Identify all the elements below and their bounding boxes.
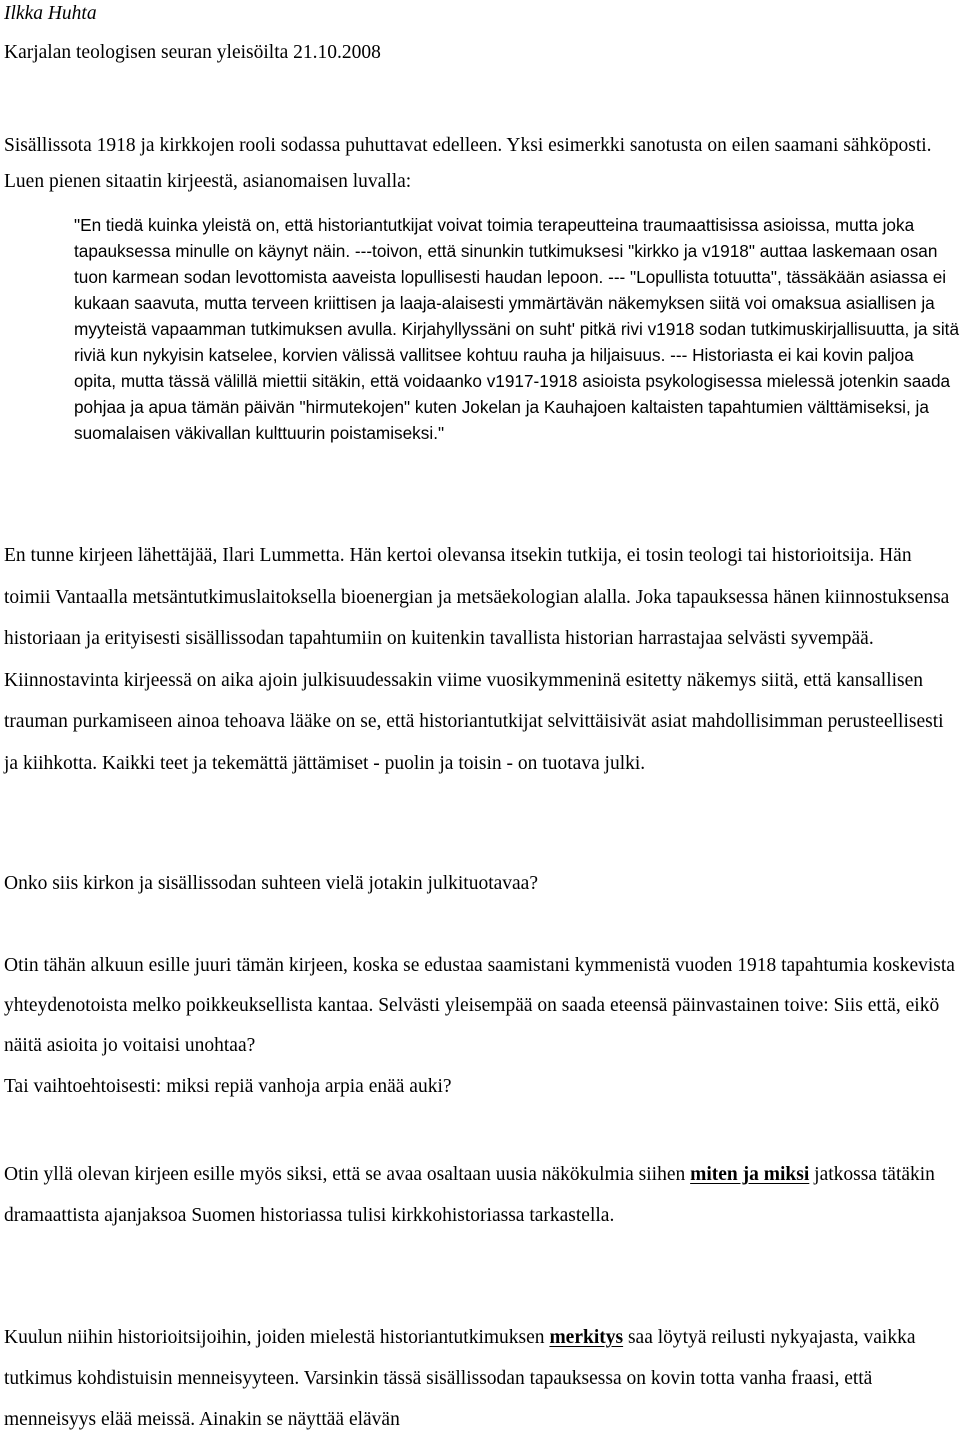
intro-paragraph: Sisällissota 1918 ja kirkkojen rooli sodassa puhuttavat edelleen. Yksi esimerkki sanotusta on eilen saamani sähköposti. Luen pienen sitaatin kirjeestä, asianomaisen luvalla: (4, 135, 932, 192)
paragraph-significance (4, 1317, 956, 1440)
p4-text-before: Otin yllä olevan kirjeen esille myös siksi, että se avaa osaltaan uusia näkökulmia siihen (4, 1164, 691, 1185)
p5-text-after: saa löytyä reilusti nykyajasta, vaikka tutkimus kohdistuisin menneisyyteen. Varsinkin tässä sisällissodan tapauksessa on kovin totta vanha fraasi, että menneisyys elää meissä. Ainakin se näyttää elävän (4, 1327, 916, 1430)
emphasis-miten-ja-miksi: miten ja miksi (690, 1164, 810, 1185)
event-line: Karjalan teologisen seuran yleisöilta 21.10.2008 (4, 42, 381, 63)
quoted-letter: "En tiedä kuinka yleistä on, että historiantutkijat voivat toimia terapeutteina traumaattisissa asioissa, mutta joka tapauksessa minulle on käynyt näin. ---toivon, että sinunkin tutkimuksesi "kirkko ja v1918" auttaa laskemaan osan tuon karmean sodan levottomista aaveista lopullisesti haudan lepoon. --- "Lopullista totuutta", tässäkään asiassa ei kukaan saavuta, mutta terveen kriittisen ja laaja-alaisesti ymmärtävän näkemyksen siitä voi omaksua asiallisen ja myyteistä vapaamman tutkimuksen avulla. Kirjahyllyssäni on suht' pitkä rivi v1918 sodan tutkimuskirjallisuutta, ja sitä riviä kun nykyisin katselee, korvien välissä vallitsee kohtuu rauha ja hiljaisuus. --- Historiasta ei kai kovin paljoa opita, mutta tässä välillä miettii sitäkin, että voidaanko v1917-1918 asioista psykologisessa mielessä jotenkin saada pohjaa ja apua tämän päivän "hirmutekojen" kuten Jokelan ja Kauhajoen kaltaisten tapahtumien välttämiseksi, ja suomalaisen väkivallan kulttuurin poistamiseksi." (74, 215, 960, 443)
paragraph-question: Onko siis kirkon ja sisällissodan suhteen vielä jotakin julkituotavaa? (4, 873, 538, 894)
paragraph-alternative: Tai vaihtoehtoisesti: miksi repiä vanhoja arpia enää auki? (4, 1076, 452, 1097)
paragraph-perspectives (4, 1154, 956, 1236)
p5-text-before: Kuulun niihin historioitsijoihin, joiden mielestä historiantutkimuksen (4, 1327, 550, 1348)
paragraph-sender: En tunne kirjeen lähettäjää, Ilari Lummetta. Hän kertoi olevansa itsekin tutkija, ei tosin teologi tai historioitsija. Hän toimii Vantaalla metsäntutkimuslaitoksella bioenergian ja metsäekologian alalla. Joka tapauksessa hänen kiinnostuksensa historiaan ja erityisesti sisällissodan tapahtumiin on kuitenkin tavallista historian harrastajaa selvästi syvempää. Kiinnostavinta kirjeessä on aika ajoin julkisuudessakin viime vuosikymmeninä esitetty näkemys siitä, että kansallisen trauman purkamiseen ainoa tehoava lääke on se, että historiantutkijat selvittäisivät asiat mahdollisimman perusteellisesti ja kiihkotta. Kaikki teet ja tekemättä jättämiset - puolin ja toisin - on tuotava julki. (4, 545, 950, 774)
emphasis-merkitys: merkitys (549, 1327, 624, 1348)
p4-text-after: jatkossa tätäkin dramaattista ajanjaksoa Suomen historiassa tulisi kirkkohistoriassa tarkastella. (4, 1164, 935, 1226)
paragraph-letter-choice: Otin tähän alkuun esille juuri tämän kirjeen, koska se edustaa saamistani kymmenistä vuoden 1918 tapahtumia koskevista yhteydenotoista melko poikkeuksellista kantaa. Selvästi yleisempää on saada eteensä päinvastainen toive: Siis että, eikö näitä asioita jo voitaisi unohtaa? (4, 955, 955, 1056)
author-name: Ilkka Huhta (4, 3, 97, 24)
